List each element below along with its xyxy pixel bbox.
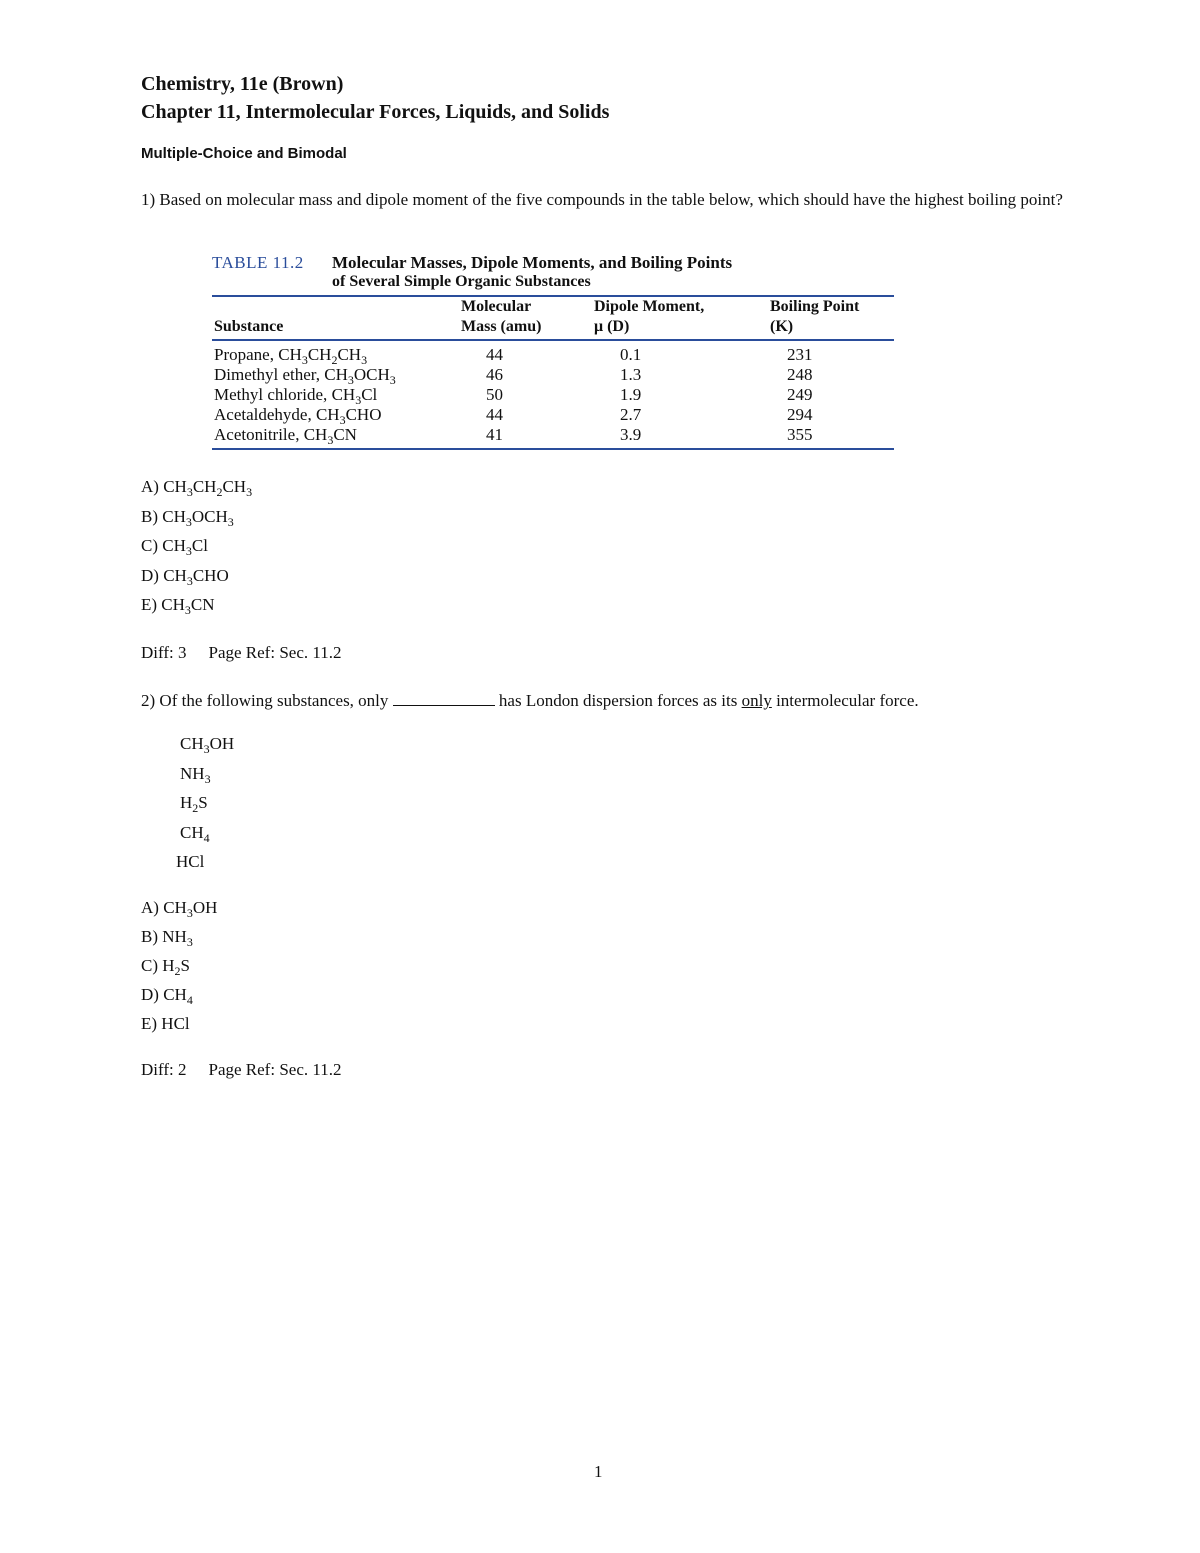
table-header-mass-line-2: Mass (amu) [461,318,542,335]
table-cell-dipole: 1.3 [620,365,642,384]
question-2-text-end: intermolecular force. [776,691,919,710]
table-cell-mass: 50 [486,385,503,404]
answer-choice: A) $CH_3CH_2CH_3$ [141,477,253,499]
answer-choice: D) $CH_4$ [141,985,193,1007]
substance-option: $NH_3$ [180,763,211,786]
difficulty: Diff: 3 [141,643,187,662]
table-cell-bp: 249 [787,385,813,404]
question-2-text-start: 2) Of the following substances, only [141,691,389,710]
substance-option: HCl [176,852,205,871]
answer-choice: B) $CH_3OCH_3$ [141,506,234,529]
question-1-text: 1) Based on molecular mass and dipole moment of the five compounds in the table below, which should have the highest boiling point? [141,190,1063,209]
table-cell-dipole: 2.7 [620,405,642,424]
table-11-2 [212,251,896,455]
table-header-mass-line-1: Molecular [461,298,532,315]
answer-blank [393,691,495,706]
document-title: Chemistry, 11e (Brown) [141,73,344,95]
answer-choice: A) $CH_3OH$ [141,898,218,920]
section-heading: Multiple-Choice and Bimodal [141,145,347,162]
table-cell-substance: Acetonitrile, $CH_3CN$ [214,425,357,447]
table-cell-substance: Methyl chloride, $CH_3Cl$ [214,385,378,407]
table-cell-substance: Propane, $CH_3CH_2CH_3$ [214,345,368,367]
answer-choice: E) HCl [141,1014,190,1033]
answer-choice: C) $H_2S$ [141,956,190,978]
table-header-rule [212,339,894,341]
table-header-dipole-line-2: μ (D) [594,318,630,335]
table-header-bp-line-2: (K) [770,318,794,335]
table-cell-dipole: 0.1 [620,345,642,364]
table-cell-mass: 41 [486,425,503,444]
table-caption-line-2: of Several Simple Organic Substances [332,273,591,290]
table-header-substance: Substance [214,318,284,335]
table-caption-line-1: Molecular Masses, Dipole Moments, and Boiling Points [332,253,733,272]
question-1-meta [141,643,341,663]
table-cell-mass: 44 [486,405,503,424]
chapter-title: Chapter 11, Intermolecular Forces, Liquids, and Solids [141,101,610,123]
table-cell-mass: 46 [486,365,503,384]
table-bottom-rule [212,448,894,450]
substance-option: $CH_3OH$ [180,734,235,756]
table-header-dipole-line-1: Dipole Moment, [594,298,705,315]
answer-choice: B) $NH_3$ [141,927,193,949]
table-header-bp-line-1: Boiling Point [770,298,860,315]
answer-choice: E) $CH_3CN$ [141,595,215,617]
answer-choice: D) $CH_3CHO$ [141,565,229,588]
difficulty: Diff: 2 [141,1060,187,1079]
underlined-only: only [741,691,772,710]
table-cell-bp: 248 [787,365,813,384]
page-reference: Page Ref: Sec. 11.2 [208,1060,342,1079]
answer-choice: C) $CH_3Cl$ [141,536,208,558]
table-label: TABLE 11.2 [212,253,304,272]
page-number: 1 [594,1462,603,1481]
table-cell-dipole: 3.9 [620,425,642,444]
table-cell-bp: 355 [787,425,813,444]
page-reference: Page Ref: Sec. 11.2 [208,643,342,662]
table-cell-bp: 294 [787,405,813,424]
question-2-meta [141,1060,341,1080]
substance-option: $CH_4$ [180,822,210,845]
substance-option: $H_2S$ [180,793,208,815]
table-cell-dipole: 1.9 [620,385,642,404]
question-2-text [141,689,919,712]
table-cell-bp: 231 [787,345,813,364]
table-cell-substance: Acetaldehyde, $CH_3CHO$ [214,405,382,427]
question-2-text-middle: has London dispersion forces as its [498,691,738,710]
table-cell-mass: 44 [486,345,503,364]
table-cell-substance: Dimethyl ether, $CH_3OCH_3$ [214,365,396,387]
